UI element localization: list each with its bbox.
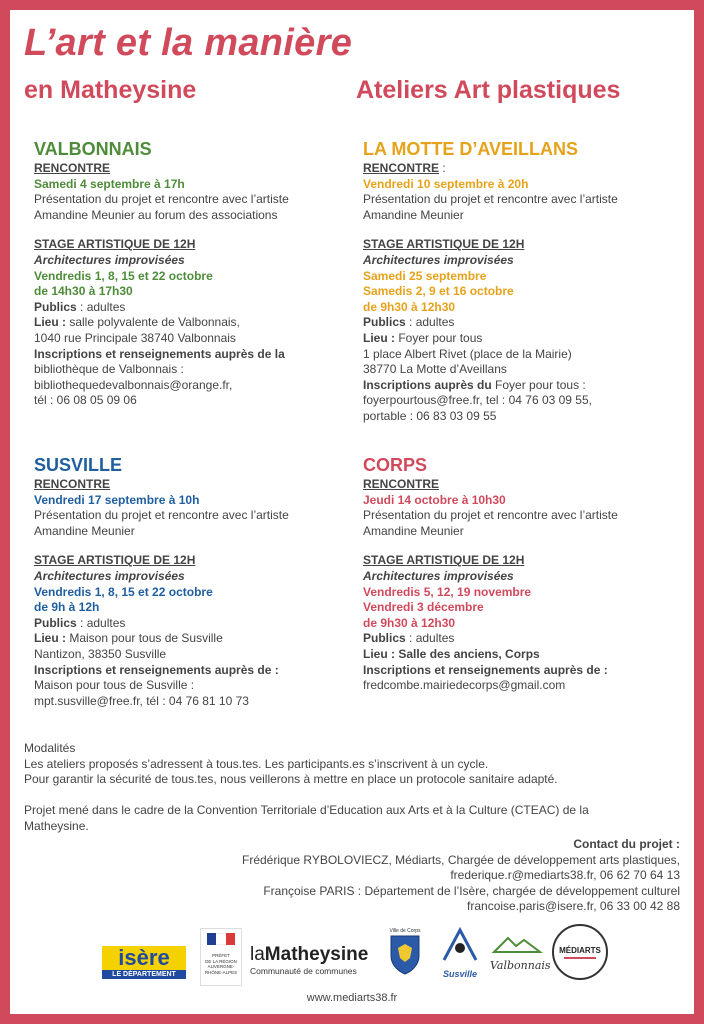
- stage-title: Architectures improvisées: [363, 568, 514, 583]
- inscription-line: portable : 06 83 03 09 55: [363, 408, 497, 423]
- susville-logo: [438, 926, 482, 980]
- stage-title: Architectures improvisées: [363, 252, 514, 267]
- matheysine-logo-b: Matheysine: [264, 944, 369, 965]
- mediarts-logo-text: MÉDIARTS: [559, 946, 601, 955]
- contact-line: frederique.r@mediarts38.fr, 06 62 70 64 13: [450, 868, 680, 883]
- modalites-block: [24, 741, 664, 788]
- inscription-line: Maison pour tous de Susville :: [34, 678, 195, 693]
- lieu-line: 1 place Albert Rivet (place de la Mairie): [363, 346, 572, 361]
- section-corps: [363, 454, 683, 694]
- modalites-title: Modalités: [24, 741, 76, 755]
- prefet-line: PRÉFET: [212, 953, 230, 958]
- lieu-label: Lieu :: [363, 330, 395, 345]
- stage-date-line: de 9h30 à 12h30: [363, 615, 456, 630]
- projet-block: [24, 803, 664, 834]
- inscription-line: foyerpourtous@free.fr, tel : 04 76 03 09 55,: [363, 393, 592, 408]
- stage-title: Architectures improvisées: [34, 568, 185, 583]
- stage-date-line: de 14h30 à 17h30: [34, 284, 133, 299]
- rencontre-date: Vendredi 10 septembre à 20h: [363, 176, 529, 191]
- matheysine-logo-sub: Communauté de communes: [250, 966, 357, 976]
- stage-label: STAGE ARTISTIQUE DE 12H: [34, 237, 196, 252]
- prefet-line: AUVERGNE-: [207, 964, 235, 969]
- shield-icon: [388, 934, 422, 976]
- contact-line: Frédérique RYBOLOVIECZ, Médiarts, Chargée de développement arts plastiques,: [242, 852, 680, 867]
- section-la-motte: [363, 138, 683, 425]
- partner-logos: [92, 920, 612, 980]
- valbonnais-logo-text: Valbonnais: [490, 959, 551, 972]
- rencontre-suffix: :: [439, 161, 446, 175]
- rencontre-desc-line: Présentation du projet et rencontre avec l’artiste: [34, 508, 289, 523]
- lieu-line: Nantizon, 38350 Susville: [34, 646, 167, 661]
- lieu-line: 38770 La Motte d’Aveillans: [363, 362, 507, 377]
- publics-value: : adultes: [76, 299, 126, 314]
- stage-date-line: Vendredis 5, 12, 19 novembre: [363, 584, 532, 599]
- section-susville: [34, 454, 354, 709]
- rencontre-date: Vendredi 17 septembre à 10h: [34, 492, 200, 507]
- website-url[interactable]: www.mediarts38.fr: [306, 992, 398, 1004]
- stage-title: Architectures improvisées: [34, 252, 185, 267]
- modalites-line: Pour garantir la sécurité de tous.tes, nous veillerons à mettre en place un protocole sanitaire adapté.: [24, 772, 558, 787]
- matheysine-logo: [250, 944, 374, 980]
- inscription-label: Inscriptions auprès du: [363, 377, 492, 392]
- valbonnais-logo: [490, 934, 551, 978]
- lieu-line: Foyer pour tous: [395, 330, 483, 345]
- mediarts-logo: [552, 924, 608, 980]
- stage-date-line: Vendredi 3 décembre: [363, 600, 484, 615]
- prefet-logo: [200, 928, 242, 986]
- rencontre-label: RENCONTRE: [363, 161, 440, 175]
- rencontre-desc-line: Amandine Meunier: [363, 207, 464, 222]
- rencontre-desc-line: Présentation du projet et rencontre avec l’artiste: [34, 192, 289, 207]
- rencontre-label: RENCONTRE: [34, 477, 111, 491]
- rencontre-date: Jeudi 14 octobre à 10h30: [363, 492, 506, 507]
- stage-label: STAGE ARTISTIQUE DE 12H: [34, 553, 196, 568]
- lieu-label: Lieu :: [34, 315, 66, 330]
- mountain-icon: [490, 934, 544, 954]
- inscription-line: fredcombe.mairiedecorps@gmail.com: [363, 678, 566, 693]
- projet-line: Matheysine.: [24, 818, 89, 833]
- susville-mark-icon: [438, 926, 482, 964]
- susville-logo-text: Susville: [442, 969, 478, 979]
- corps-logo: [388, 928, 422, 978]
- poster-subtitle-right: Ateliers Art plastiques: [356, 76, 621, 104]
- isere-logo-sub: LE DÉPARTEMENT: [102, 970, 186, 979]
- poster-subtitle-left: en Matheysine: [24, 76, 197, 104]
- lieu-label: Lieu :: [363, 646, 395, 661]
- stage-date-line: Vendredis 1, 8, 15 et 22 octobre: [34, 268, 213, 283]
- publics-value: : adultes: [405, 315, 455, 330]
- stage-date-line: Samedis 2, 9 et 16 octobre: [363, 284, 514, 299]
- town-name: LA MOTTE D’AVEILLANS: [363, 139, 578, 159]
- rencontre-date: Samedi 4 septembre à 17h: [34, 176, 185, 191]
- french-flag-icon: [207, 933, 235, 945]
- rencontre-desc-line: Présentation du projet et rencontre avec l’artiste: [363, 508, 618, 523]
- stage-date-line: Samedi 25 septembre: [363, 268, 487, 283]
- publics-value: : adultes: [76, 615, 126, 630]
- stage-label: STAGE ARTISTIQUE DE 12H: [363, 237, 525, 252]
- lieu-line: 1040 rue Principale 38740 Valbonnais: [34, 330, 236, 345]
- inscription-line: mpt.susville@free.fr, tél : 04 76 81 10 73: [34, 693, 249, 708]
- rencontre-desc-line: Amandine Meunier au forum des associations: [34, 207, 278, 222]
- contact-line: Françoise PARIS : Département de l’Isère, chargée de développement culturel: [263, 883, 680, 898]
- inscription-label: Inscriptions et renseignements auprès de :: [363, 662, 608, 677]
- corps-logo-label: Ville de Corps: [389, 928, 421, 934]
- lieu-line: salle polyvalente de Valbonnais,: [66, 315, 240, 330]
- inscription-line: bibliothèque de Valbonnais :: [34, 362, 184, 377]
- inscription-label-rest: Foyer pour tous :: [491, 377, 586, 392]
- rencontre-label: RENCONTRE: [34, 161, 111, 175]
- contact-block: [180, 837, 680, 915]
- publics-label: Publics: [363, 315, 406, 330]
- inscription-label: Inscriptions et renseignements auprès de la: [34, 346, 285, 361]
- prefet-line: DE LA RÉGION: [205, 958, 237, 964]
- contact-line: francoise.paris@isere.fr, 06 33 00 42 88: [467, 899, 680, 914]
- modalites-line: Les ateliers proposés s’adressent à tous.tes. Les participants.es s’inscrivent à un cycle.: [24, 756, 489, 771]
- projet-line: Projet mené dans le cadre de la Convention Territoriale d’Education aux Arts et à la Culture (CTEAC) de la: [24, 803, 589, 817]
- section-valbonnais: [34, 138, 354, 409]
- inscription-label: Inscriptions et renseignements auprès de :: [34, 662, 279, 677]
- town-name: SUSVILLE: [34, 455, 123, 475]
- contact-title: Contact du projet :: [573, 837, 680, 851]
- matheysine-logo-a: la: [250, 944, 265, 965]
- stage-date-line: Vendredis 1, 8, 15 et 22 octobre: [34, 584, 213, 599]
- publics-label: Publics: [363, 631, 406, 646]
- publics-label: Publics: [34, 299, 77, 314]
- rencontre-desc-line: Présentation du projet et rencontre avec l’artiste: [363, 192, 618, 207]
- isere-logo-text: isère: [102, 946, 186, 970]
- prefet-line: RHÔNE-ALPES: [204, 969, 238, 975]
- stage-label: STAGE ARTISTIQUE DE 12H: [363, 553, 525, 568]
- stage-date-line: de 9h à 12h: [34, 600, 100, 615]
- stage-date-line: de 9h30 à 12h30: [363, 299, 456, 314]
- lieu-line: Salle des anciens, Corps: [395, 646, 540, 661]
- inscription-line: tél : 06 08 05 09 06: [34, 393, 137, 408]
- poster-title: L’art et la manière: [24, 22, 353, 64]
- rencontre-label: RENCONTRE: [363, 477, 440, 491]
- rencontre-desc-line: Amandine Meunier: [363, 523, 464, 538]
- isere-logo: [102, 946, 186, 982]
- town-name: VALBONNAIS: [34, 139, 152, 159]
- town-name: CORPS: [363, 455, 428, 475]
- publics-value: : adultes: [405, 631, 455, 646]
- lieu-line: Maison pour tous de Susville: [66, 631, 223, 646]
- rencontre-desc-line: Amandine Meunier: [34, 523, 135, 538]
- publics-label: Publics: [34, 615, 77, 630]
- lieu-label: Lieu :: [34, 631, 66, 646]
- inscription-line: bibliothequedevalbonnais@orange.fr,: [34, 377, 233, 392]
